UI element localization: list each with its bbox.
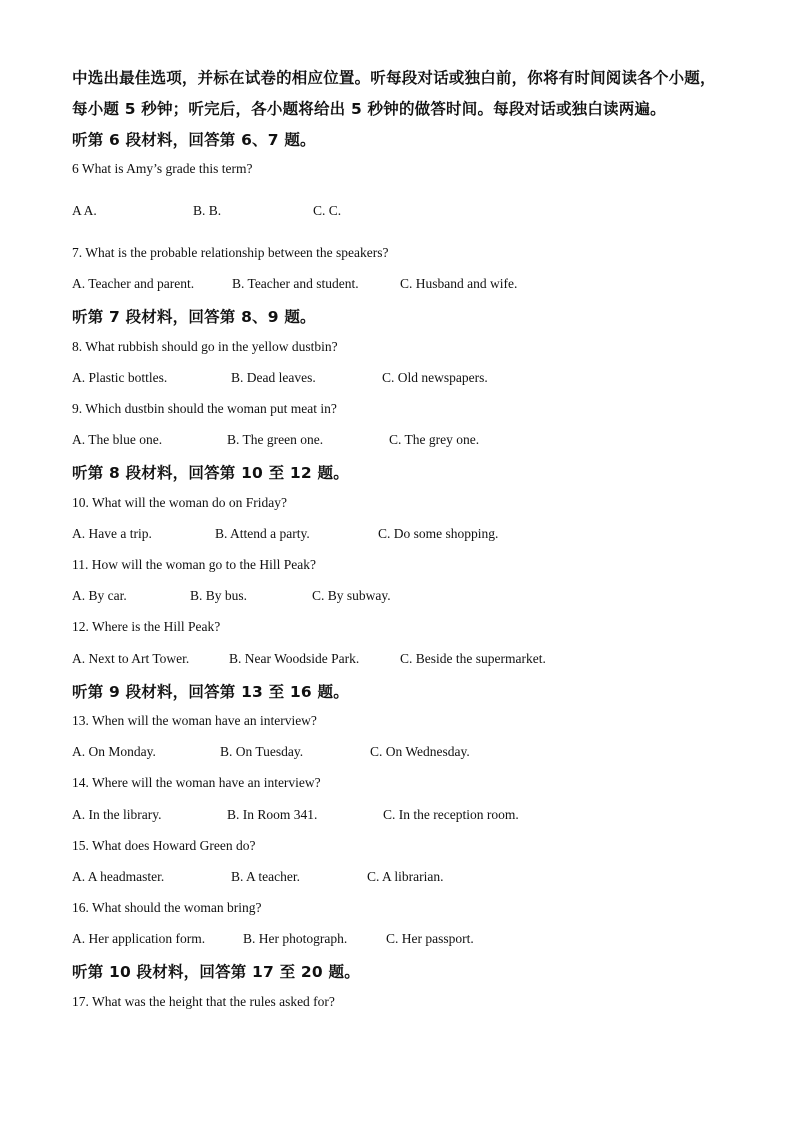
question-7: 7. What is the probable relationship between the speakers? <box>72 245 389 260</box>
option-9-b: B. The green one. <box>227 432 324 447</box>
question-17: 17. What was the height that the rules asked for? <box>72 994 335 1009</box>
option-14-a: A. In the library. <box>72 807 162 822</box>
question-9: 9. Which dustbin should the woman put meat in? <box>72 401 337 416</box>
option-11-c: C. By subway. <box>312 588 391 603</box>
section-heading-8: 听第 8 段材料，回答第 10 至 12 题。 <box>72 464 349 482</box>
option-7-b: B. Teacher and student. <box>232 276 359 291</box>
option-10-a: A. Have a trip. <box>72 526 152 541</box>
option-7-a: A. Teacher and parent. <box>72 276 195 291</box>
option-8-a: A. Plastic bottles. <box>72 370 168 385</box>
option-8-c: C. Old newspapers. <box>382 370 488 385</box>
option-15-c: C. A librarian. <box>367 869 444 884</box>
instructions-line-2: 每小题 5 秒钟；听完后，各小题将给出 5 秒钟的做答时间。每段对话或独白读两遍。 <box>72 100 666 118</box>
option-15-a: A. A headmaster. <box>72 869 165 884</box>
question-14: 14. Where will the woman have an interview? <box>72 775 321 790</box>
option-12-b: B. Near Woodside Park. <box>229 651 360 666</box>
question-6: 6 What is Amy’s grade this term? <box>72 161 253 176</box>
option-9-c: C. The grey one. <box>389 432 480 447</box>
option-8-b: B. Dead leaves. <box>231 370 316 385</box>
instructions <box>72 63 732 125</box>
option-10-b: B. Attend a party. <box>215 526 310 541</box>
option-15-b: B. A teacher. <box>231 869 300 884</box>
option-6-a: A A. <box>72 203 97 218</box>
section-heading-9: 听第 9 段材料，回答第 13 至 16 题。 <box>72 683 349 701</box>
option-13-a: A. On Monday. <box>72 744 156 759</box>
option-16-b: B. Her photograph. <box>243 931 348 946</box>
option-13-c: C. On Wednesday. <box>370 744 470 759</box>
option-6-b: B. B. <box>193 203 222 218</box>
option-14-c: C. In the reception room. <box>383 807 519 822</box>
question-10: 10. What will the woman do on Friday? <box>72 495 287 510</box>
question-13: 13. When will the woman have an interview? <box>72 713 317 728</box>
option-6-c: C. C. <box>313 203 342 218</box>
option-12-c: C. Beside the supermarket. <box>400 651 546 666</box>
option-7-c: C. Husband and wife. <box>400 276 518 291</box>
option-13-b: B. On Tuesday. <box>220 744 304 759</box>
instructions-line-1: 中选出最佳选项，并标在试卷的相应位置。听每段对话或独白前，你将有时间阅读各个小题， <box>72 69 716 87</box>
question-16: 16. What should the woman bring? <box>72 900 262 915</box>
option-12-a: A. Next to Art Tower. <box>72 651 190 666</box>
option-11-a: A. By car. <box>72 588 127 603</box>
option-9-a: A. The blue one. <box>72 432 163 447</box>
question-15: 15. What does Howard Green do? <box>72 838 256 853</box>
option-11-b: B. By bus. <box>190 588 248 603</box>
question-8: 8. What rubbish should go in the yellow dustbin? <box>72 339 338 354</box>
option-10-c: C. Do some shopping. <box>378 526 499 541</box>
question-11: 11. How will the woman go to the Hill Peak? <box>72 557 316 572</box>
option-16-c: C. Her passport. <box>386 931 474 946</box>
question-12: 12. Where is the Hill Peak? <box>72 619 221 634</box>
section-heading-10: 听第 10 段材料，回答第 17 至 20 题。 <box>72 963 360 981</box>
option-14-b: B. In Room 341. <box>227 807 318 822</box>
option-16-a: A. Her application form. <box>72 931 206 946</box>
section-heading-6: 听第 6 段材料，回答第 6、7 题。 <box>72 131 316 149</box>
section-heading-7: 听第 7 段材料，回答第 8、9 题。 <box>72 308 316 326</box>
